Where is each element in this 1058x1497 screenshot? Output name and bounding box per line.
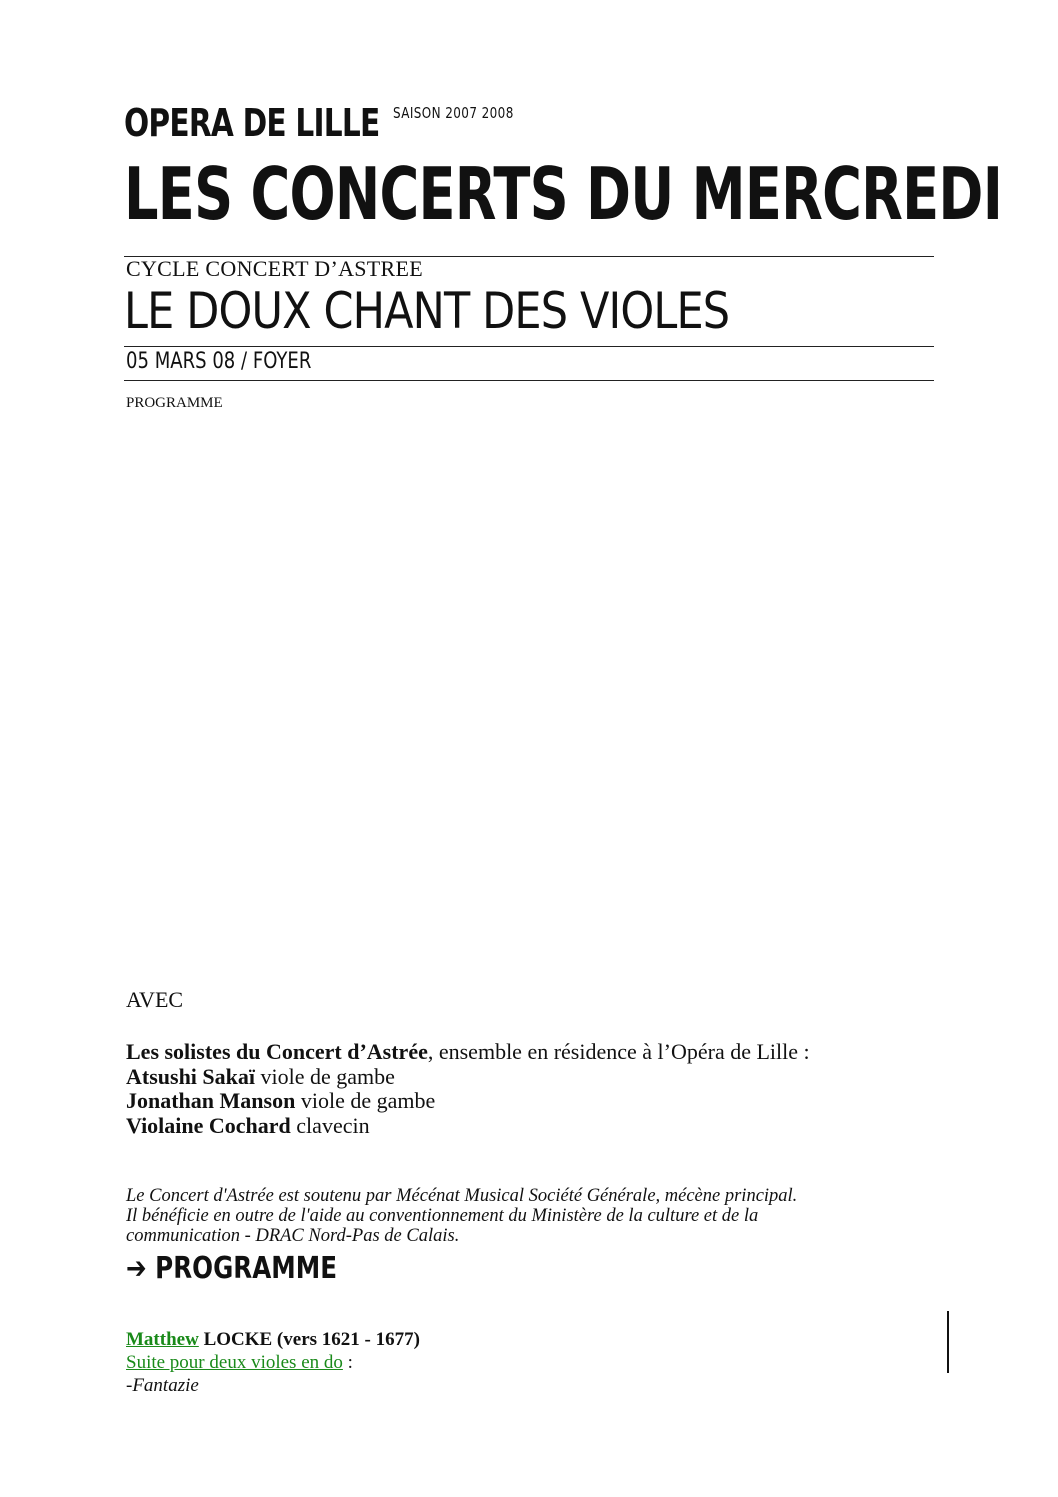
sponsor-line: Le Concert d'Astrée est soutenu par Mécénat Musical Société Générale, mécène principal.	[126, 1186, 798, 1206]
performer-line	[126, 1114, 926, 1139]
section-label: PROGRAMME	[126, 395, 223, 411]
avec-label: AVEC	[126, 987, 184, 1012]
series-title: LES CONCERTS DU MERCREDI	[124, 152, 1003, 236]
work-line	[126, 1353, 353, 1372]
programme-heading	[126, 1251, 338, 1286]
performer-name: Jonathan Manson	[126, 1088, 296, 1113]
ensemble-description: , ensemble en résidence à l’Opéra de Lille :	[427, 1039, 810, 1064]
performers-block	[126, 1040, 926, 1138]
work-link[interactable]: Suite pour deux violes en do	[126, 1352, 343, 1373]
performer-name: Atsushi Sakaï	[126, 1063, 256, 1089]
sponsor-line: Il bénéficie en outre de l'aide au conventionnement du Ministère de la culture et de la	[126, 1206, 759, 1226]
performer-line	[126, 1089, 926, 1114]
cycle-label: CYCLE CONCERT D’ASTREE	[126, 256, 423, 281]
movement-title: -Fantazie	[126, 1375, 199, 1396]
opera-name: OPERA DE LILLE	[124, 101, 380, 145]
divider-middle	[124, 346, 934, 347]
performer-role: viole de gambe	[295, 1088, 436, 1113]
sponsor-line: communication - DRAC Nord-Pas de Calais.	[126, 1226, 460, 1246]
performer-role: viole de gambe	[255, 1063, 395, 1089]
season-label: SAISON 2007 2008	[393, 104, 514, 122]
composer-line	[126, 1330, 420, 1349]
concert-title: LE DOUX CHANT DES VIOLES	[124, 282, 730, 340]
concert-date: 05 MARS 08 / FOYER	[126, 349, 312, 374]
ensemble-name: Les solistes du Concert d’Astrée	[126, 1039, 428, 1064]
work-suffix: :	[342, 1352, 353, 1373]
performer-role: clavecin	[290, 1112, 370, 1138]
change-bar	[947, 1311, 949, 1373]
programme-heading-label: PROGRAMME	[155, 1251, 338, 1286]
arrow-right-icon: ➔	[126, 1251, 147, 1286]
performer-line	[126, 1065, 926, 1090]
performer-name: Violaine Cochard	[126, 1112, 291, 1138]
composer-link[interactable]: Matthew	[126, 1329, 199, 1350]
sponsor-note	[126, 1186, 946, 1246]
composer-name: LOCKE (vers 1621 - 1677)	[198, 1329, 420, 1350]
divider-bottom	[124, 380, 934, 381]
ensemble-line	[126, 1040, 926, 1065]
